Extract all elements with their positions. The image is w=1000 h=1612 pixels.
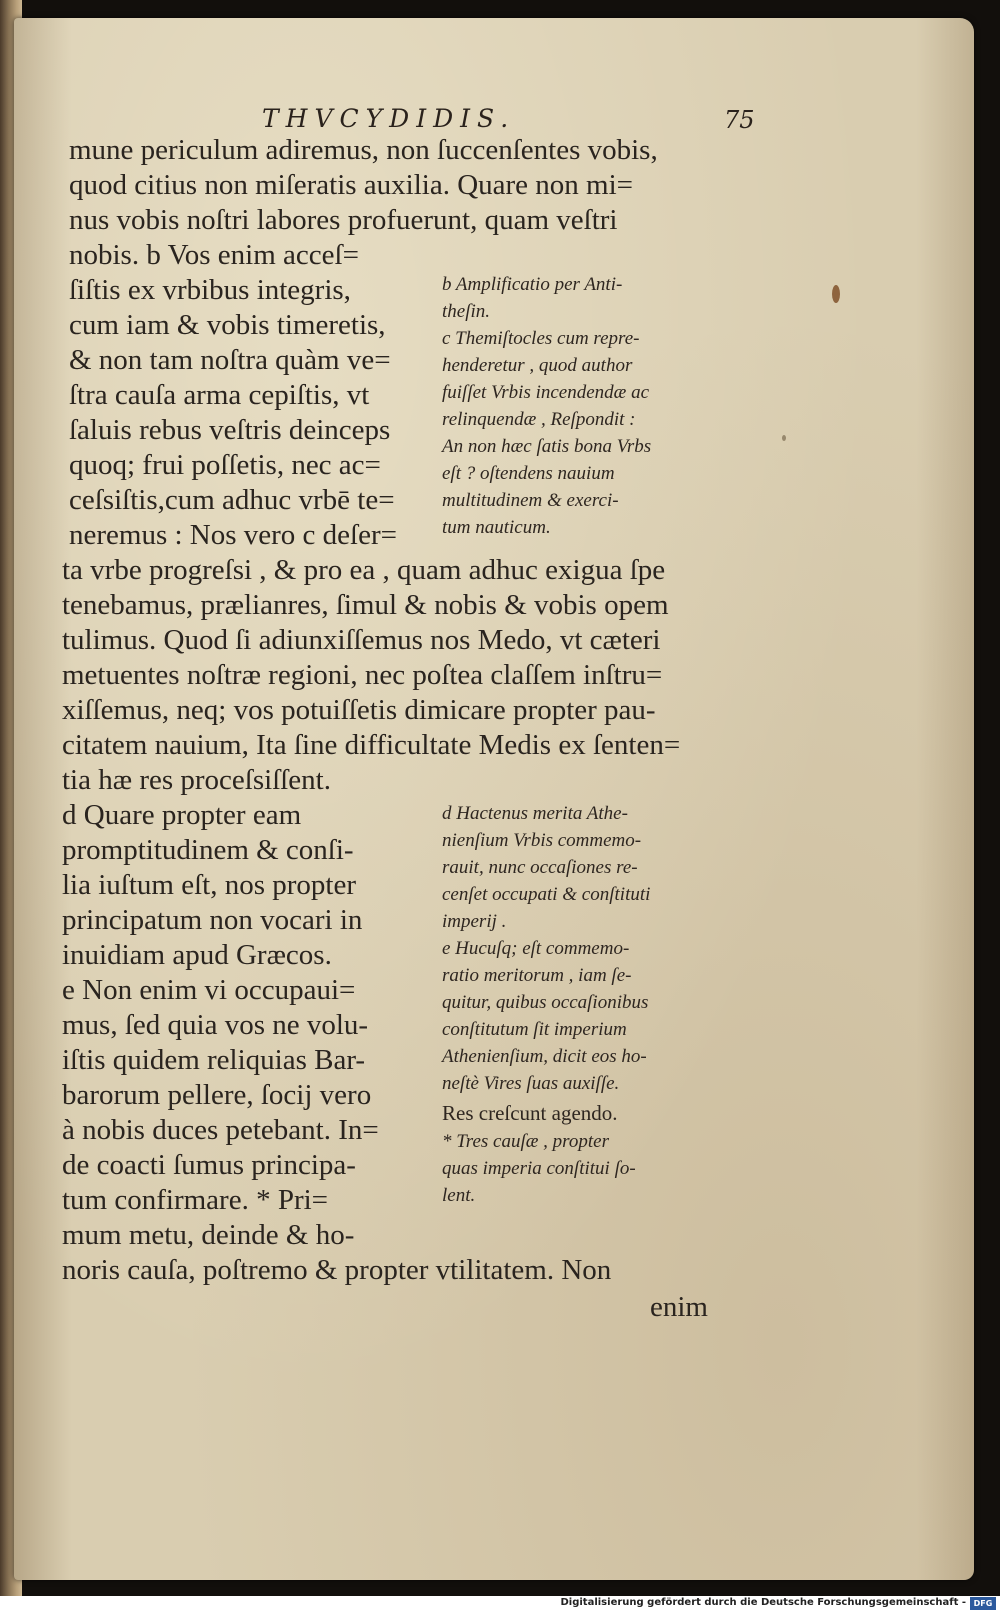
body-line: e Non enim vi occupaui=	[62, 974, 356, 1006]
body-line: tia hæ res proceſsiſſent.	[62, 764, 331, 796]
body-line: de coacti ſumus principa-	[62, 1149, 356, 1181]
running-head: THVCYDIDIS.	[262, 104, 516, 133]
body-line: iſtis quidem reliquias Bar-	[62, 1044, 366, 1076]
catchword: enim	[650, 1291, 708, 1323]
marginal-note-line: multitudinem & exerci-	[442, 490, 619, 511]
body-line: mune periculum adiremus, non ſuccenſentes vobis,	[69, 134, 658, 166]
marginal-note-line: cenſet occupati & conſtituti	[442, 884, 651, 905]
body-line: citatem nauium, Ita ſine difficultate Medis ex ſenten=	[62, 729, 681, 761]
body-line: quod citius non miſeratis auxilia. Quare non mi=	[69, 169, 634, 201]
body-line: lia iuſtum eſt, nos propter	[62, 869, 356, 901]
body-line: ſtra cauſa arma cepiſtis, vt	[69, 379, 370, 411]
ink-stain	[832, 285, 840, 303]
body-line: cum iam & vobis timeretis,	[69, 309, 386, 341]
marginal-note-line: Athenienſium, dicit eos ho-	[442, 1046, 647, 1067]
marginal-note-line: tum nauticum.	[442, 517, 551, 538]
body-line: principatum non vocari in	[62, 904, 363, 936]
marginal-note-line: theſin.	[442, 301, 491, 322]
marginal-note-line: ratio meritorum , iam ſe-	[442, 965, 632, 986]
body-line: ta vrbe progreſsi , & pro ea , quam adhuc exigua ſpe	[62, 554, 666, 586]
body-line: d Quare propter eam	[62, 799, 302, 831]
body-line: mus, ſed quia vos ne volu-	[62, 1009, 369, 1041]
body-line: ſiſtis ex vrbibus integris,	[69, 274, 351, 306]
body-line: tenebamus, prælianres, ſimul & nobis & vobis opem	[62, 589, 669, 621]
marginal-note-line: e Hucuſq; eſt commemo-	[442, 938, 630, 959]
marginal-note-line: d Hactenus merita Athe-	[442, 803, 628, 824]
body-line: xiſſemus, neq; vos potuiſſetis dimicare propter pau-	[62, 694, 656, 726]
marginal-note-line: nienſium Vrbis commemo-	[442, 830, 642, 851]
body-line: metuentes noſtræ regioni, nec poſtea claſſem inſtru=	[62, 659, 663, 691]
body-line: mum metu, deinde & ho-	[62, 1219, 355, 1251]
marginal-note-line: lent.	[442, 1185, 476, 1206]
marginal-note-line: An non hæc ſatis bona Vrbs	[442, 436, 652, 457]
marginal-note-line: fuiſſet Vrbis incendendæ ac	[442, 382, 650, 403]
marginal-note-line: imperij .	[442, 911, 507, 932]
marginal-note-line: c Themiſtocles cum repre-	[442, 328, 640, 349]
body-line: tulimus. Quod ſi adiunxiſſemus nos Medo, vt cæteri	[62, 624, 661, 656]
body-line: & non tam noſtra quàm ve=	[69, 344, 391, 376]
marginal-note-line: b Amplificatio per Anti-	[442, 274, 623, 295]
body-line: à nobis duces petebant. In=	[62, 1114, 379, 1146]
body-line: neremus : Nos vero c deſer=	[69, 519, 397, 551]
page-number: 75	[724, 106, 755, 134]
body-line: nobis. b Vos enim acceſ=	[69, 239, 359, 271]
body-line: quoq; frui poſſetis, nec ac=	[69, 449, 381, 481]
marginal-note-line: relinquendæ , Reſpondit :	[442, 409, 636, 430]
paper-stains	[14, 18, 974, 1580]
book-page	[14, 18, 974, 1580]
marginal-note-line: quas imperia conſtitui ſo-	[442, 1158, 636, 1179]
marginal-note-line: Res creſcunt agendo.	[442, 1101, 618, 1125]
marginal-note-line: * Tres cauſæ , propter	[442, 1131, 609, 1152]
body-line: ſaluis rebus veſtris deinceps	[69, 414, 391, 446]
body-line: tum confirmare. * Pri=	[62, 1184, 329, 1216]
body-line: ceſsiſtis,cum adhuc vrbē te=	[69, 484, 395, 516]
marginal-note-line: neſtè Vires ſuas auxiſſe.	[442, 1073, 620, 1094]
body-line: promptitudinem & conſi-	[62, 834, 354, 866]
marginal-note-line: quitur, quibus occaſionibus	[442, 992, 649, 1013]
body-line: inuidiam apud Græcos.	[62, 939, 332, 971]
body-line: noris cauſa, poſtremo & propter vtilitatem. Non	[62, 1254, 612, 1286]
marginal-note-line: henderetur , quod author	[442, 355, 633, 376]
marginal-note-line: eſt ? oſtendens nauium	[442, 463, 615, 484]
ink-stain	[782, 435, 786, 441]
marginal-note-line: rauit, nunc occaſiones re-	[442, 857, 638, 878]
body-line: barorum pellere, ſocij vero	[62, 1079, 372, 1111]
funding-note: Digitalisierung gefördert durch die Deutsche Forschungsgemeinschaft -	[560, 1597, 966, 1608]
marginal-note-line: conſtitutum ſit imperium	[442, 1019, 627, 1040]
body-line: nus vobis noſtri labores profuerunt, quam veſtri	[69, 204, 618, 236]
digitization-footer	[0, 1596, 1000, 1612]
dfg-logo: DFG	[970, 1597, 996, 1610]
